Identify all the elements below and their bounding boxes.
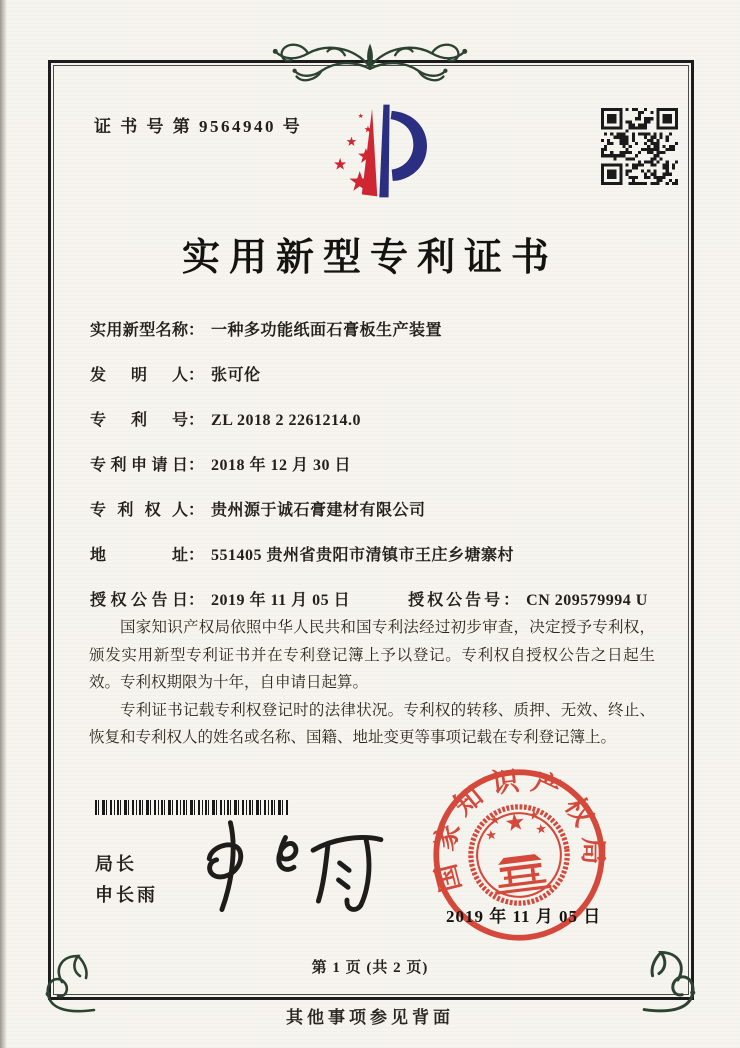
legal-paragraph-2: 专利证书记载专利权登记时的法律状况。专利权的转移、质押、无效、终止、恢复和专利权人的姓名或名称、国籍、地址变更等事项记载在专利登记簿上。 (89, 701, 655, 746)
colon: ： (188, 322, 205, 339)
field-value: CN 209579994 U (526, 592, 648, 609)
seal-text: 国家知识产权局 (428, 764, 609, 895)
field-row-address (90, 541, 656, 571)
legal-text (89, 614, 655, 752)
colon: ： (188, 592, 205, 609)
certificate-fields (90, 316, 656, 631)
field-value: 贵州源于诚石膏建材有限公司 (211, 502, 426, 519)
barcode (95, 800, 289, 815)
field-label: 专利权人 (90, 502, 188, 519)
top-center-floral-ornament (243, 34, 497, 92)
field-label: 地址 (90, 547, 188, 564)
field-label: 实用新型名称 (90, 322, 188, 339)
certificate-number: 证 书 号 第 9564940 号 (94, 117, 303, 136)
cnipa-patent-logo-icon (302, 98, 436, 202)
field-value: 2018 年 12 月 30 日 (211, 457, 352, 474)
colon: ： (188, 547, 205, 564)
field-label: 授权公告号 (408, 592, 504, 609)
field-row-patent-number (90, 406, 656, 436)
colon: ： (188, 457, 205, 474)
bottom-left-flourish (26, 948, 96, 1018)
field-label: 专利号 (90, 412, 188, 429)
field-row-filing-date (90, 451, 656, 481)
field-value: 2019 年 11 月 05 日 (211, 592, 351, 609)
director-title: 局长 (95, 854, 137, 874)
field-value: ZL 2018 2 2261214.0 (211, 412, 361, 429)
field-value: 一种多功能纸面石膏板生产装置 (211, 322, 443, 339)
qr-code-icon (601, 108, 678, 185)
colon: ： (503, 592, 520, 609)
field-row-grant-date (90, 586, 656, 616)
colon: ： (188, 367, 205, 384)
field-row-name (90, 316, 656, 346)
handwritten-signature (188, 816, 400, 912)
bottom-right-flourish (642, 944, 716, 1018)
field-label: 发明人 (90, 367, 188, 384)
legal-paragraph-1: 国家知识产权局依照中华人民共和国专利法经过初步审查，决定授予专利权，颁发实用新型专利证书并在专利登记簿上予以登记。专利权自授权公告之日起生效。专利权期限为十年，自申请日起算。 (89, 619, 655, 691)
colon: ： (188, 412, 205, 429)
colon: ： (188, 502, 205, 519)
page-number: 第 1 页 (共 2 页) (311, 960, 429, 976)
field-value: 张可伦 (211, 367, 261, 384)
field-row-inventor (90, 361, 656, 391)
director-name: 申长雨 (95, 885, 158, 905)
back-side-note: 其他事项参见背面 (286, 1008, 454, 1027)
field-label: 授权公告日 (90, 592, 188, 609)
seal-date: 2019 年 11 月 05 日 (446, 907, 602, 926)
field-value: 551405 贵州省贵阳市清镇市王庄乡塘寨村 (211, 547, 515, 564)
national-emblem (465, 801, 572, 908)
field-label: 专利申请日 (90, 457, 188, 474)
certificate-title: 实用新型专利证书 (181, 237, 558, 279)
grant-announcement-number (408, 592, 648, 609)
field-row-patentee (90, 496, 656, 526)
